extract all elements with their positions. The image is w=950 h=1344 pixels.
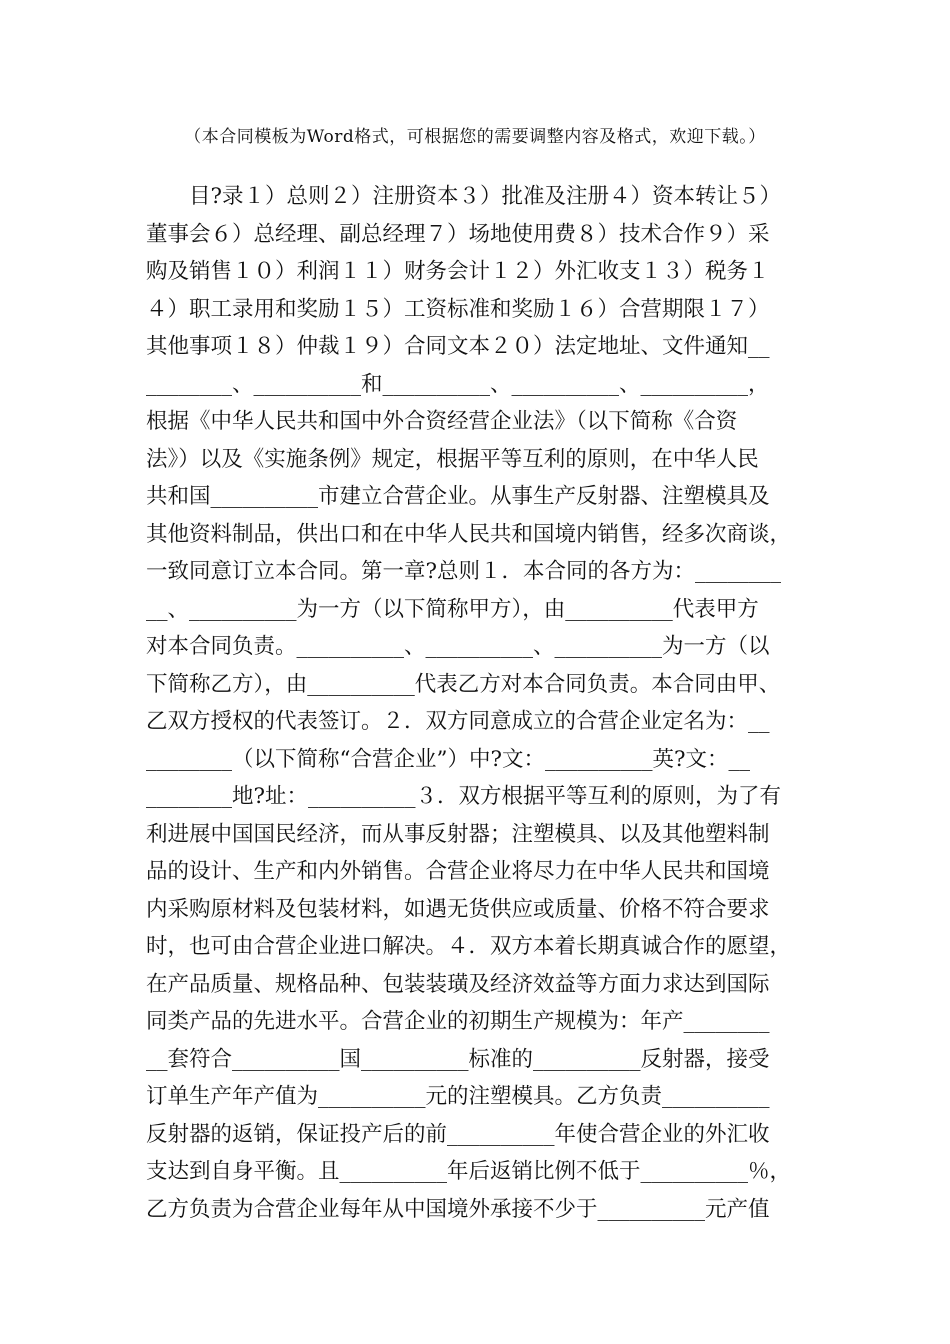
text-line: 时，也可由合营企业进口解决。４．双方本着长期真诚合作的愿望， [146,934,792,959]
contract-body [146,178,798,1228]
text-line: __、__________为一方（以下简称甲方），由__________代表甲方 [146,596,759,622]
text-line: 订单生产年产值为__________元的注塑模具。乙方负责__________ [146,1084,770,1109]
text-line: 共和国__________市建立合营企业。从事生产反射器、注塑模具及 [146,484,770,509]
text-line: 支达到自身平衡。且__________年后返销比例不低于__________％， [146,1159,792,1184]
text-line: 对本合同负责。__________、__________、__________为一方（以 [146,634,770,659]
text-line: 一致同意订立本合同。第一章?总则１．本合同的各方为：________ [146,559,782,584]
text-line: ________（以下简称“合营企业”）中?文：__________英?文：__ [146,746,751,772]
text-line: ４）职工录用和奖励１５）工资标准和奖励１６）合营期限１７） [146,296,770,322]
text-line: 法》）以及《实施条例》规定，根据平等互利的原则，在中华人民 [146,446,759,472]
text-line: ________、__________和__________、__________、__________， [146,371,770,397]
text-line: 反射器的返销，保证投产后的前__________年使合营企业的外汇收 [146,1121,770,1147]
text-line: 董事会６）总经理、副总经理７）场地使用费８）技术合作９）采 [146,221,770,247]
text-line: 同类产品的先进水平。合营企业的初期生产规模为：年产________ [146,1009,770,1034]
text-line: __套符合__________国__________标准的__________反射器，接受 [146,1046,770,1072]
text-line: 乙双方授权的代表签订。２．双方同意成立的合营企业定名为：__ [146,709,770,734]
text-line: 购及销售１０）利润１１）财务会计１２）外汇收支１３）税务１ [146,259,770,284]
text-line: 乙方负责为合营企业每年从中国境外承接不少于__________元产值 [146,1196,770,1222]
text-line: 目?录１）总则２）注册资本３）批准及注册４）资本转让５） [189,184,782,209]
template-note: （本合同模板为Word格式，可根据您的需要调整内容及格式，欢迎下载。） [184,127,766,147]
text-line: 下简称乙方），由__________代表乙方对本合同负责。本合同由甲、 [146,671,781,697]
text-line: 利进展中国国民经济，而从事反射器；注塑模具、以及其他塑料制 [146,821,770,847]
text-line: 其他资料制品，供出口和在中华人民共和国境内销售，经多次商谈， [146,521,792,547]
text-line: 其他事项１８）仲裁１９）合同文本２０）法定地址、文件通知__ [146,334,770,359]
text-line: ________地?址：__________３．双方根据平等互利的原则，为了有 [146,784,782,809]
text-line: 根据《中华人民共和国中外合资经营企业法》（以下简称《合资 [146,409,738,434]
text-line: 品的设计、生产和内外销售。合营企业将尽力在中华人民共和国境 [146,859,770,884]
text-line: 在产品质量、规格品种、包装装璜及经济效益等方面力求达到国际 [146,971,770,997]
text-line: 内采购原材料及包装材料，如遇无货供应或质量、价格不符合要求 [146,896,770,922]
